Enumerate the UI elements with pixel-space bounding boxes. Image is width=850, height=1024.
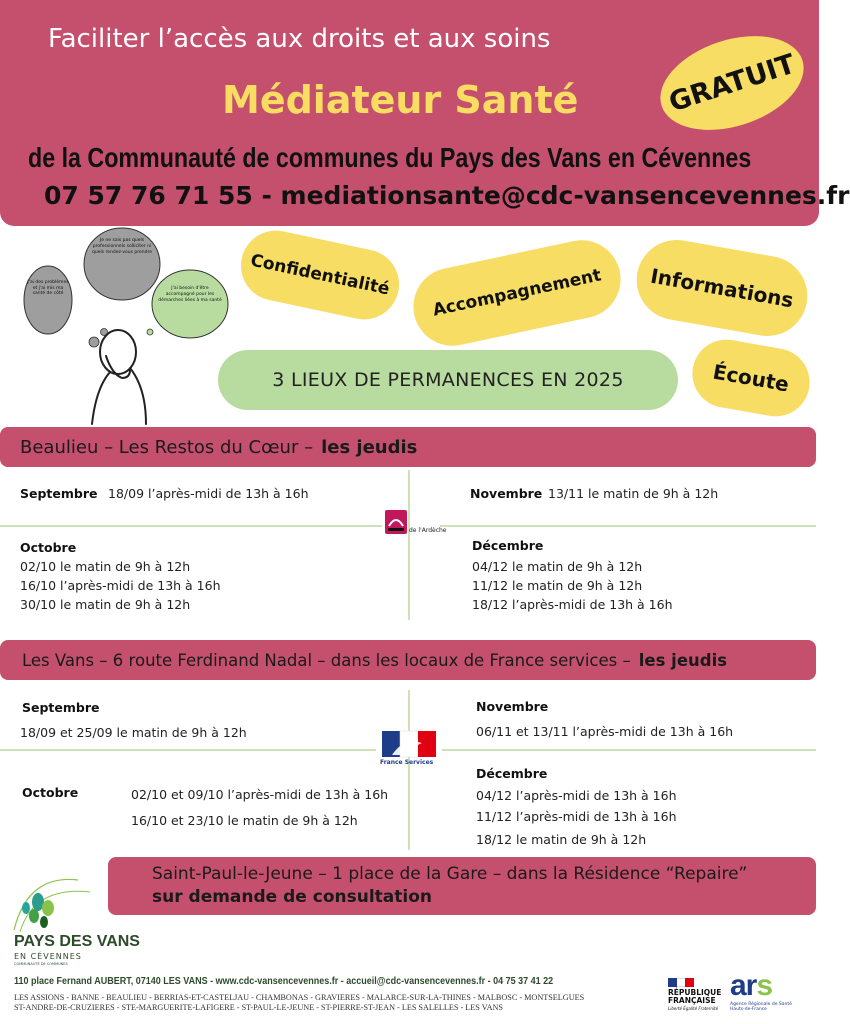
ars-letters: ar [730,969,757,1002]
bubble-right-text: J'ai besoin d'être accompagné pour les démarches liées à ma santé [158,286,222,303]
schedule-list [20,557,221,614]
lieux-banner: 3 LIEUX DE PERMANENCES EN 2025 [218,350,678,410]
month-label: Septembre [20,486,98,501]
rf-motto: Liberté Égalité Fraternité [668,1006,719,1011]
france-services-logo [378,729,440,775]
schedule-line: 16/10 et 23/10 le matin de 9h à 12h [131,813,358,828]
month-label: Octobre [22,785,79,800]
schedule-list [472,557,673,614]
thought-bubble-center [84,228,160,300]
french-flag-icon [668,978,694,987]
month-label: Octobre [20,540,77,555]
schedule-line: 11/12 le matin de 9h à 12h [472,578,643,593]
republique-francaise-logo [668,978,721,1011]
rf-line: RÉPUBLIQUE [668,988,722,997]
month-label: Décembre [472,538,544,553]
restos-du-coeur-logo [383,508,447,538]
footer-communes [14,993,584,1013]
ars-subtitle: Agence Régionale de Santé Hauts-de-France [730,1002,792,1012]
org-name-sub: EN CÉVENNES [14,952,82,961]
schedule-text: 18/09 et 25/09 le matin de 9h à 12h [20,725,247,740]
france-services-label: France Services [380,759,434,766]
thinking-person-illustration [26,228,236,428]
communes-line: ST-ANDRE-DE-CRUZIERES - STE-MARGUERITE-LAFIGERE - ST-PAUL-LE-JEUNE - ST-PIERRE-ST-JEAN - LES SALELLES - LES VANS [14,1003,503,1012]
schedule-line: 11/12 l’après-midi de 13h à 16h [476,809,677,824]
bubble-center-text: Je ne sais pas quels professionnels solliciter ni quels rendez-vous prendre [91,238,152,255]
location-bar-beaulieu [0,427,816,467]
schedule-line: 30/10 le matin de 9h à 12h [20,597,191,612]
location-name: Les Vans – 6 route Ferdinand Nadal – dans les locaux de France services – [22,650,631,670]
schedule-text: 06/11 et 13/11 l’après-midi de 13h à 16h [476,724,734,739]
keyword-confidentialite: Confidentialité [234,224,405,326]
page-title: Médiateur Santé [222,78,579,122]
thought-bubble-right [152,270,228,338]
divider-horizontal [0,525,382,527]
schedule-line: 04/12 le matin de 9h à 12h [472,559,643,574]
location-bar-saint-paul [108,857,816,915]
schedule-line: 18/12 l’après-midi de 13h à 16h [472,597,673,612]
divider-horizontal [440,525,816,527]
footer-address[interactable]: 110 place Fernand AUBERT, 07140 LES VANS - www.cdc-vansencevennes.fr - accueil@cdc-vansencevennes.fr - 04 75 37 41 22 [14,976,554,987]
tagline: Faciliter l’accès aux droits et aux soins [48,24,551,54]
location-consultation: sur demande de consultation [152,887,432,907]
ars-logo [730,969,800,1012]
contact-line[interactable]: 07 57 76 71 55 - mediationsante@cdc-vansencevennes.fr [44,181,850,210]
organization-subtitle: de la Communauté de communes du Pays des Vans en Cévennes [28,142,752,173]
keyword-ecoute: Écoute [687,334,815,421]
month-label: Novembre [470,486,543,501]
schedule-line: 02/10 et 09/10 l’après-midi de 13h à 16h [131,787,389,802]
thought-bubble-left [24,266,72,334]
location-bar-les-vans [0,640,816,680]
schedule-line: 04/12 l’après-midi de 13h à 16h [476,788,677,803]
org-name: PAYS DES VANS [14,933,140,950]
schedule-line: 16/10 l’après-midi de 13h à 16h [20,578,221,593]
schedule-text: 18/09 l’après-midi de 13h à 16h [108,486,309,501]
divider-vertical [408,470,410,620]
communes-line: LES ASSIONS - BANNE - BEAULIEU - BERRIAS-ET-CASTELJAU - CHAMBONAS - GRAVIERES - MALARCE-SUR-LA-THINES - MALBOSC - MONTSELGUES [14,993,585,1002]
month-label: Décembre [476,766,548,781]
location-days: les jeudis [638,650,728,670]
schedule-text: 13/11 le matin de 9h à 12h [548,486,719,501]
location-name: Beaulieu – Les Restos du Cœur – [20,436,314,458]
restos-logo-text: de l'Ardèche [409,527,447,534]
month-label: Septembre [22,700,100,715]
keyword-informations: Informations [630,234,813,343]
location-name: Saint-Paul-le-Jeune – 1 place de la Gare – dans la Résidence “Repaire” [152,864,748,884]
ars-letter-s: s [756,969,773,1002]
location-days: les jeudis [321,436,418,458]
month-label: Novembre [476,699,549,714]
keyword-accompagnement: Accompagnement [406,233,628,353]
rf-line: FRANÇAISE [668,996,716,1005]
bubble-left-text: J'ai des problèmes et j'ai mis ma santé de côté [27,280,69,296]
gratuit-badge: GRATUIT [648,19,815,147]
divider-horizontal [442,749,816,751]
org-tiny: COMMUNAUTÉ DE COMMUNES [14,962,68,966]
divider-horizontal [0,749,376,751]
schedule-line: 18/12 le matin de 9h à 12h [476,832,647,847]
schedule-line: 02/10 le matin de 9h à 12h [20,559,191,574]
